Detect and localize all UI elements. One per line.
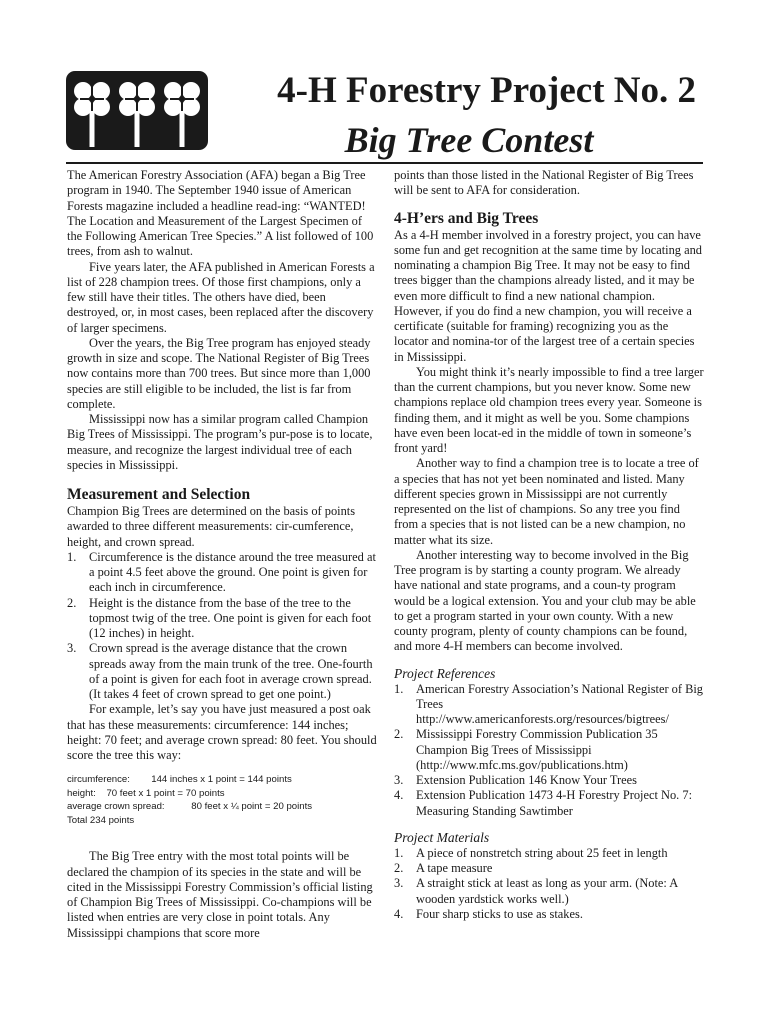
closing-paragraph: The Big Tree entry with the most total points will be declared the champion of its species in the state and will be cited in the Mississippi Forestry Commission’s official listing of Champion Big Trees of Mississippi. Co-champions will be listed when entries are very close in point totals. Any Mississippi champions that score more (67, 849, 373, 940)
list-text: American Forestry Association’s National Register of Big Trees (416, 681, 703, 711)
page-subtitle: Big Tree Contest (344, 120, 594, 160)
measurement-intro: Champion Big Trees are determined on the basis of points awarded to three different measurements: cir-cumference, height, and crown spread. (67, 504, 356, 549)
page-title: 4-H Forestry Project No. 2 (277, 70, 696, 111)
reference-url[interactable]: (http://www.mfc.ms.gov/publications.htm) (416, 757, 628, 772)
calc-row-crown-spread: average crown spread: 80 feet x ¼ point = 20 points (67, 801, 313, 813)
fourh-paragraph-3: Another way to find a champion tree is to locate a tree of a species that has not yet been nominated and listed. Many different species grown in Mississippi are not currently represented on the list of champions. So any tree you find from a species that is not listed can be a new champion, no matter what its size. (394, 456, 699, 547)
measurement-heading: Measurement and Selection (67, 486, 251, 503)
reference-url[interactable]: http://www.americanforests.org/resources/bigtrees/ (416, 712, 669, 726)
list-item (67, 641, 377, 702)
list-number: 1. (67, 549, 77, 564)
fourh-paragraph-2: You might think it’s nearly impossible to find a tree larger than the current champions, but you never know. Some new champions replace old champion trees every year. Someone is finding them, and it might as well be you. Some champions have even been locat-ed in the middle of town in someone’s front yard! (394, 364, 704, 455)
materials-list (394, 846, 704, 922)
list-item (394, 876, 704, 907)
list-number: 2. (67, 595, 77, 610)
references-heading: Project References (394, 665, 496, 681)
list-text: A straight stick at least as long as your arm. (Note: A wooden yardstick works well.) (416, 876, 678, 906)
intro-paragraph-2: Five years later, the AFA published in American Forests a list of 228 champion trees. Of those first champions, only a few still have their titles. The others have died, been destroyed, or, in most cases, been replaced after the discovery of larger specimens. (67, 259, 375, 335)
calc-row-circumference: circumference: 144 inches x 1 point = 144 points (67, 774, 292, 786)
references-list (394, 682, 704, 819)
calc-row-height: height: 70 feet x 1 point = 70 points (67, 787, 225, 799)
calc-row-total: Total 234 points (67, 814, 135, 826)
list-item (394, 907, 704, 922)
list-text: Extension Publication 1473 4-H Forestry Project No. 7: Measuring Standing Sawtimber (416, 788, 693, 818)
continuation-paragraph: points than those listed in the National Register of Big Trees will be sent to AFA for consideration. (394, 168, 694, 198)
list-text: A piece of nonstretch string about 25 feet in length (416, 845, 668, 860)
list-item (394, 788, 704, 819)
fourh-paragraph-4: Another interesting way to become involved in the Big Tree program is by starting a county program. We already have national and state programs, and a coun-ty program would be a logical extension. You and your club may be able to get a program started in your own county. With a new county program, plenty of county champions can be found, and more 4-H members can become involved. (394, 547, 696, 654)
list-number: 1. (394, 845, 404, 860)
list-text: Four sharp sticks to use as stakes. (416, 906, 583, 921)
example-paragraph: For example, let’s say you have just measured a post oak that has these measurements: circumference: 144 inches; height: 70 feet; and average crown spread: 80 feet. You should score the tree this way: (67, 702, 377, 762)
list-number: 3. (67, 641, 77, 656)
intro-paragraph-4: Mississippi now has a similar program called Champion Big Trees of Mississippi. The program’s pur-pose is to locate, measure, and recognize the largest individual tree of each species in Mississippi. (67, 412, 373, 472)
right-column (394, 168, 704, 922)
list-item (394, 727, 704, 773)
list-text: Height is the distance from the base of the tree to the topmost twig of the tree. One point is given for each foot (12 inches) in height. (89, 595, 372, 640)
list-number: 1. (394, 681, 404, 696)
fourh-heading: 4-H’ers and Big Trees (394, 209, 539, 227)
score-calculation (67, 773, 377, 827)
list-text: Circumference is the distance around the tree measured at a point 4.5 feet above the ground. One point is given for each inch in circumference. (89, 549, 376, 595)
list-item (394, 682, 704, 728)
title-block (214, 68, 706, 162)
list-item (67, 550, 377, 596)
list-number: 2. (394, 861, 404, 875)
title-divider (66, 162, 703, 164)
fourh-paragraph-1: As a 4-H member involved in a forestry project, you can have some fun and get recognition at the same time by locating and nominating a champion Big Tree. It may not be easy to find trees bigger than the champions already listed, and it may be even more difficult to find a new national champion. However, if you do find a new champion, you will receive a certificate (suitable for framing) recognizing you as the locator and nomina-tor of the largest tree of a certain species in Mississippi. (394, 227, 702, 364)
four-h-clover-trees-logo-icon (66, 71, 208, 150)
list-text: Extension Publication 146 Know Your Trees (416, 773, 637, 787)
list-number: 4. (394, 906, 404, 921)
list-item (67, 596, 377, 642)
list-item (394, 773, 704, 788)
measurement-list (67, 550, 377, 703)
list-text: A tape measure (416, 861, 493, 875)
left-column (67, 168, 377, 941)
list-text: Mississippi Forestry Commission Publication 35 Champion Big Trees of Mississippi (416, 727, 658, 757)
list-item (394, 846, 704, 861)
logo-graphic (66, 71, 208, 150)
intro-paragraph-3: Over the years, the Big Tree program has enjoyed steady growth in size and scope. The National Register of Big Trees now contains more than 700 trees. But since more than 1,000 species are still eligible to be included, the list is far from complete. (67, 335, 371, 411)
list-item (394, 861, 704, 876)
materials-heading: Project Materials (394, 829, 490, 845)
list-number: 4. (394, 788, 404, 803)
intro-paragraph-1: The American Forestry Association (AFA) began a Big Tree program in 1940. The September 1940 issue of American Forests magazine included a headline read-ing: “WANTED! The Location and Measurement of the Largest Specimen of the Following American Tree Species.” A list followed of 100 trees, from ash to walnut. (67, 168, 374, 259)
list-text: Crown spread is the average distance that the crown spreads away from the main trunk of the tree. One-fourth of a point is given for each foot in average crown spread. (It takes 4 feet of crown spread to get one point.) (89, 641, 373, 701)
list-number: 2. (394, 727, 404, 742)
list-number: 3. (394, 876, 404, 891)
list-number: 3. (394, 773, 404, 787)
